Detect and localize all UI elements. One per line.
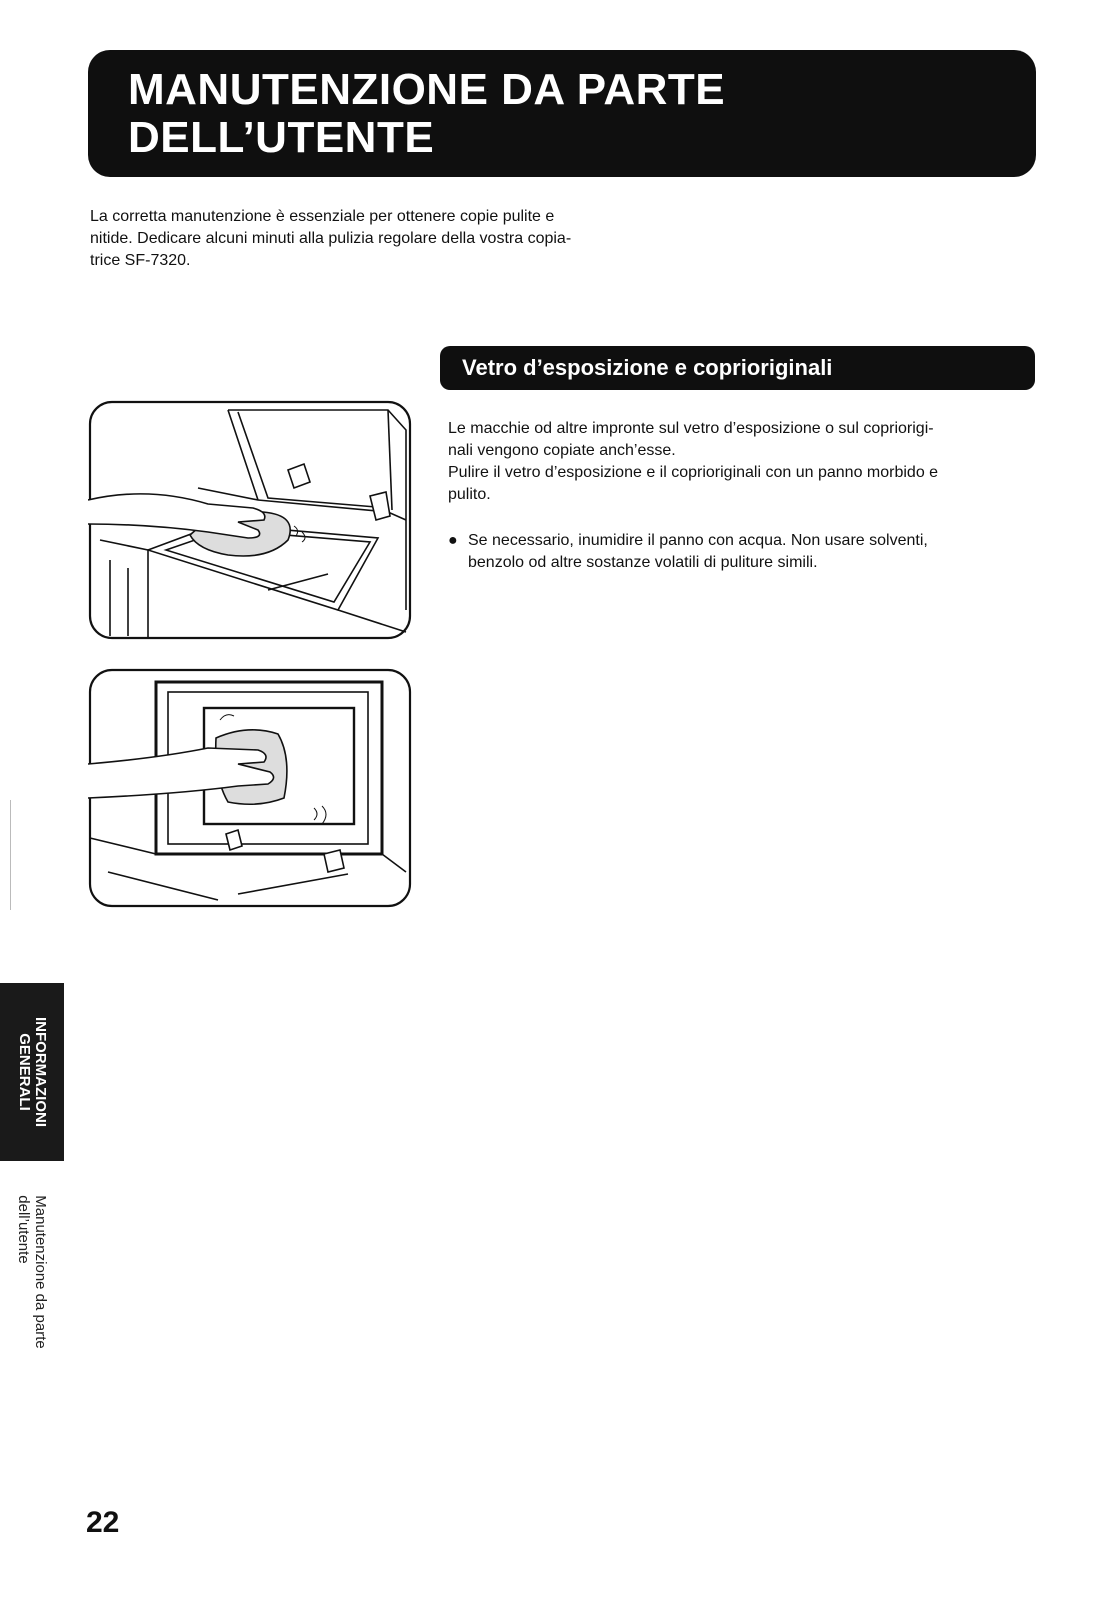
side-tab-line: INFORMAZIONI: [32, 1017, 49, 1127]
bullet-icon: ●: [448, 532, 458, 549]
intro-line: nitide. Dedicare alcuni minuti alla pulizia regolare della vostra copia-: [90, 230, 572, 247]
section-paragraph: [448, 418, 1038, 506]
side-caption-line: Manutenzione da parte: [32, 1195, 49, 1349]
side-caption-line: dell’utente: [15, 1195, 32, 1264]
bullet-line: Se necessario, inumidire il panno con acqua. Non usare solventi,: [468, 532, 928, 549]
paragraph-line: nali vengono copiate anch’esse.: [448, 442, 676, 459]
chapter-title-line-1: MANUTENZIONE DA PARTE: [128, 65, 726, 114]
paragraph-line: Pulire il vetro d’esposizione e il coprioriginali con un panno morbido e: [448, 464, 939, 481]
side-tab-label: [16, 1017, 48, 1127]
page-number: 22: [86, 1506, 120, 1539]
side-caption: [15, 1195, 49, 1348]
glass-cleaning-illustration: [88, 400, 412, 640]
section-side-tab: [0, 983, 64, 1161]
margin-mark: [10, 800, 11, 910]
intro-line: La corretta manutenzione è essenziale per ottenere copie pulite e: [90, 208, 555, 225]
intro-line: trice SF-7320.: [90, 252, 191, 269]
section-title: Vetro d’esposizione e coprioriginali: [462, 355, 833, 380]
cover-cleaning-illustration: [88, 668, 412, 908]
section-heading-bar: [440, 346, 1035, 390]
intro-paragraph: [90, 206, 670, 272]
chapter-title-banner: [88, 50, 1036, 177]
paragraph-line: Le macchie od altre impronte sul vetro d’esposizione o sul copriorigi-: [448, 420, 934, 437]
chapter-title-line-2: DELL’UTENTE: [128, 113, 435, 162]
bullet-text: [468, 530, 928, 574]
paragraph-line: pulito.: [448, 486, 491, 503]
side-tab-line: GENERALI: [16, 1033, 33, 1111]
bullet-line: benzolo od altre sostanze volatili di puliture simili.: [468, 554, 818, 571]
